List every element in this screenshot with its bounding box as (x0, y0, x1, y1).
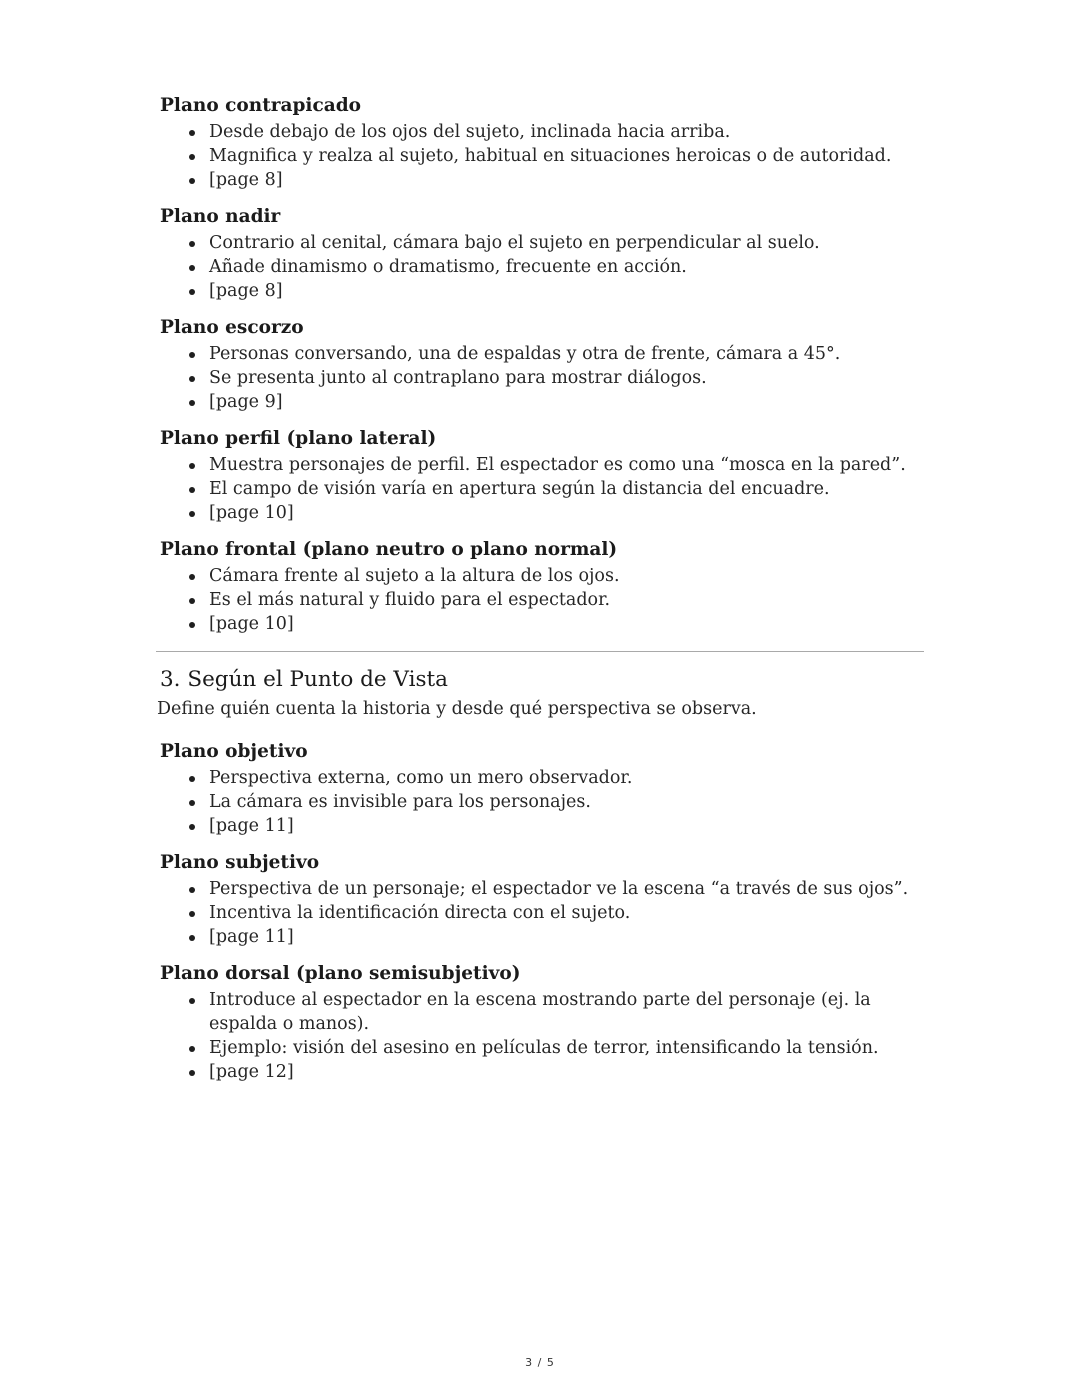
bullet-icon (189, 463, 195, 469)
list-item: La cámara es invisible para los personajes. (209, 790, 927, 814)
section-plano-contrapicado (157, 94, 927, 192)
section-title: Plano frontal (plano neutro o plano normal) (160, 539, 618, 560)
section-plano-perfil (157, 427, 927, 525)
bullet-icon (189, 1046, 195, 1052)
section-title: Plano contrapicado (160, 95, 361, 116)
bullet-icon (189, 400, 195, 406)
bullet-icon (189, 265, 195, 271)
section-plano-objetivo (157, 740, 927, 838)
bullet-icon (189, 622, 195, 628)
section-plano-subjetivo (157, 851, 927, 949)
list-item: [page 10] (209, 612, 927, 636)
page-number: 3 / 5 (525, 1356, 555, 1369)
list-item: Se presenta junto al contraplano para mostrar diálogos. (209, 366, 927, 390)
page-content (157, 94, 927, 1097)
list-item: [page 9] (209, 390, 927, 414)
section-title: Plano objetivo (160, 741, 308, 762)
list-item: Cámara frente al sujeto a la altura de los ojos. (209, 564, 927, 588)
list-item: Personas conversando, una de espaldas y otra de frente, cámara a 45°. (209, 342, 927, 366)
list-item: [page 10] (209, 501, 927, 525)
bullet-list (157, 877, 927, 949)
bullet-list (157, 120, 927, 192)
bullet-icon (189, 511, 195, 517)
bullet-icon (189, 824, 195, 830)
section-divider (156, 651, 924, 652)
section-plano-escorzo (157, 316, 927, 414)
list-item: El campo de visión varía en apertura según la distancia del encuadre. (209, 477, 927, 501)
section-title: Plano nadir (160, 206, 281, 227)
bullet-icon (189, 911, 195, 917)
list-item: Añade dinamismo o dramatismo, frecuente en acción. (209, 255, 927, 279)
list-item: Ejemplo: visión del asesino en películas de terror, intensificando la tensión. (209, 1036, 927, 1060)
list-item: Magnifica y realza al sujeto, habitual en situaciones heroicas o de autoridad. (209, 144, 927, 168)
bullet-icon (189, 574, 195, 580)
bullet-icon (189, 154, 195, 160)
section-title: Plano perfil (plano lateral) (160, 428, 437, 449)
list-item: [page 11] (209, 925, 927, 949)
list-item: [page 12] (209, 1060, 927, 1084)
bullet-list (157, 766, 927, 838)
section-title: Plano dorsal (plano semisubjetivo) (160, 963, 521, 984)
bullet-list (157, 453, 927, 525)
bullet-list (157, 342, 927, 414)
bullet-list (157, 564, 927, 636)
section-title: Plano subjetivo (160, 852, 320, 873)
bullet-icon (189, 352, 195, 358)
section-plano-frontal (157, 538, 927, 636)
section-plano-nadir (157, 205, 927, 303)
list-item: Contrario al cenital, cámara bajo el sujeto en perpendicular al suelo. (209, 231, 927, 255)
bullet-list (157, 231, 927, 303)
list-item: Perspectiva externa, como un mero observador. (209, 766, 927, 790)
bullet-icon (189, 800, 195, 806)
bullet-icon (189, 887, 195, 893)
bullet-icon (189, 1070, 195, 1076)
section-plano-dorsal (157, 962, 927, 1084)
list-item: Muestra personajes de perfil. El espectador es como una “mosca en la pared”. (209, 453, 927, 477)
bullet-icon (189, 487, 195, 493)
section-title: Plano escorzo (160, 317, 304, 338)
list-item: Es el más natural y fluido para el espectador. (209, 588, 927, 612)
list-item: Incentiva la identificación directa con el sujeto. (209, 901, 927, 925)
list-item: Desde debajo de los ojos del sujeto, inclinada hacia arriba. (209, 120, 927, 144)
list-item: [page 8] (209, 168, 927, 192)
bullet-icon (189, 598, 195, 604)
bullet-icon (189, 935, 195, 941)
bullet-icon (189, 998, 195, 1004)
list-item: [page 11] (209, 814, 927, 838)
bullet-icon (189, 376, 195, 382)
list-item: Introduce al espectador en la escena mostrando parte del personaje (ej. la espalda o manos). (209, 988, 927, 1036)
bullet-icon (189, 776, 195, 782)
section-heading: 3. Según el Punto de Vista (160, 667, 448, 692)
bullet-icon (189, 289, 195, 295)
list-item: [page 8] (209, 279, 927, 303)
bullet-icon (189, 130, 195, 136)
list-item: Perspectiva de un personaje; el espectador ve la escena “a través de sus ojos”. (209, 877, 927, 901)
bullet-icon (189, 241, 195, 247)
bullet-list (157, 988, 927, 1084)
bullet-icon (189, 178, 195, 184)
section-intro: Define quién cuenta la historia y desde qué perspectiva se observa. (157, 699, 757, 719)
